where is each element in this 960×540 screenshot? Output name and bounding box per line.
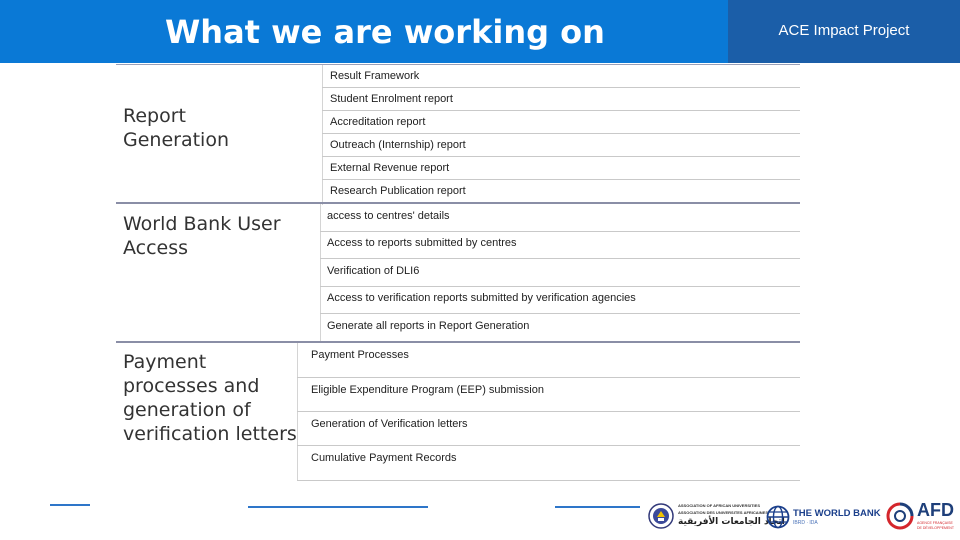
row-divider bbox=[320, 313, 800, 314]
row-divider bbox=[322, 179, 800, 180]
afd-subtitle-2: DE DÉVELOPPEMENT bbox=[917, 526, 954, 530]
list-item: Cumulative Payment Records bbox=[311, 452, 457, 464]
list-item: Outreach (Internship) report bbox=[330, 139, 466, 151]
section-label-payment-processes: Payment processes and generation of verification letters bbox=[123, 351, 297, 445]
list-item: access to centres' details bbox=[327, 210, 450, 222]
list-item: Result Framework bbox=[330, 70, 420, 82]
row-divider bbox=[322, 87, 800, 88]
aau-emblem-icon bbox=[648, 503, 674, 529]
list-item: Access to reports submitted by centres bbox=[327, 237, 517, 249]
footer-line bbox=[248, 506, 428, 508]
world-bank-subtitle: IBRD · IDA bbox=[793, 520, 818, 526]
section-divider bbox=[116, 202, 800, 204]
list-item: Access to verification reports submitted by verification agencies bbox=[327, 292, 636, 304]
row-divider bbox=[320, 231, 800, 232]
list-item: Payment Processes bbox=[311, 349, 409, 361]
project-label: ACE Impact Project bbox=[778, 22, 910, 39]
world-bank-logo bbox=[766, 503, 881, 531]
world-bank-name: THE WORLD BANK bbox=[793, 508, 881, 519]
list-item: Generate all reports in Report Generation bbox=[327, 320, 530, 332]
list-item: External Revenue report bbox=[330, 162, 450, 174]
section-label-report-generation: Report Generation bbox=[123, 105, 229, 151]
row-divider bbox=[297, 377, 800, 378]
section-divider bbox=[116, 341, 800, 343]
page-title: What we are working on bbox=[165, 13, 605, 51]
project-banner bbox=[728, 0, 960, 63]
globe-icon bbox=[766, 505, 790, 529]
section-label-world-bank-user-access: World Bank User Access bbox=[123, 213, 281, 259]
footer-line bbox=[50, 504, 90, 506]
aau-name-ar: اتحاد الجامعات الأفريقية bbox=[678, 517, 785, 527]
row-divider bbox=[297, 411, 800, 412]
footer-line bbox=[555, 506, 640, 508]
section-divider-vertical bbox=[322, 65, 323, 205]
list-item: Verification of DLI6 bbox=[327, 265, 420, 277]
row-divider bbox=[320, 258, 800, 259]
list-item: Generation of Verification letters bbox=[311, 418, 468, 430]
title-bar bbox=[0, 0, 960, 63]
aau-name-fr: ASSOCIATION DES UNIVERSITES AFRICAINES bbox=[678, 510, 769, 515]
list-item: Accreditation report bbox=[330, 116, 426, 128]
aau-logo bbox=[648, 500, 785, 534]
top-divider bbox=[116, 64, 800, 65]
aau-name-en: ASSOCIATION OF AFRICAN UNIVERSITIES bbox=[678, 503, 761, 508]
list-item: Research Publication report bbox=[330, 185, 466, 197]
row-divider bbox=[322, 133, 800, 134]
row-divider bbox=[322, 156, 800, 157]
list-item: Eligible Expenditure Program (EEP) submission bbox=[311, 384, 544, 396]
afd-subtitle-1: AGENCE FRANÇAISE bbox=[917, 521, 953, 525]
row-divider bbox=[297, 445, 800, 446]
section-divider-vertical bbox=[320, 204, 321, 342]
afd-logo bbox=[886, 500, 958, 534]
afd-name: AFD bbox=[917, 500, 954, 520]
row-divider bbox=[320, 286, 800, 287]
section-divider-vertical bbox=[297, 343, 298, 481]
row-divider bbox=[322, 110, 800, 111]
list-item: Student Enrolment report bbox=[330, 93, 453, 105]
afd-emblem-icon bbox=[886, 502, 914, 530]
row-divider bbox=[297, 480, 800, 481]
